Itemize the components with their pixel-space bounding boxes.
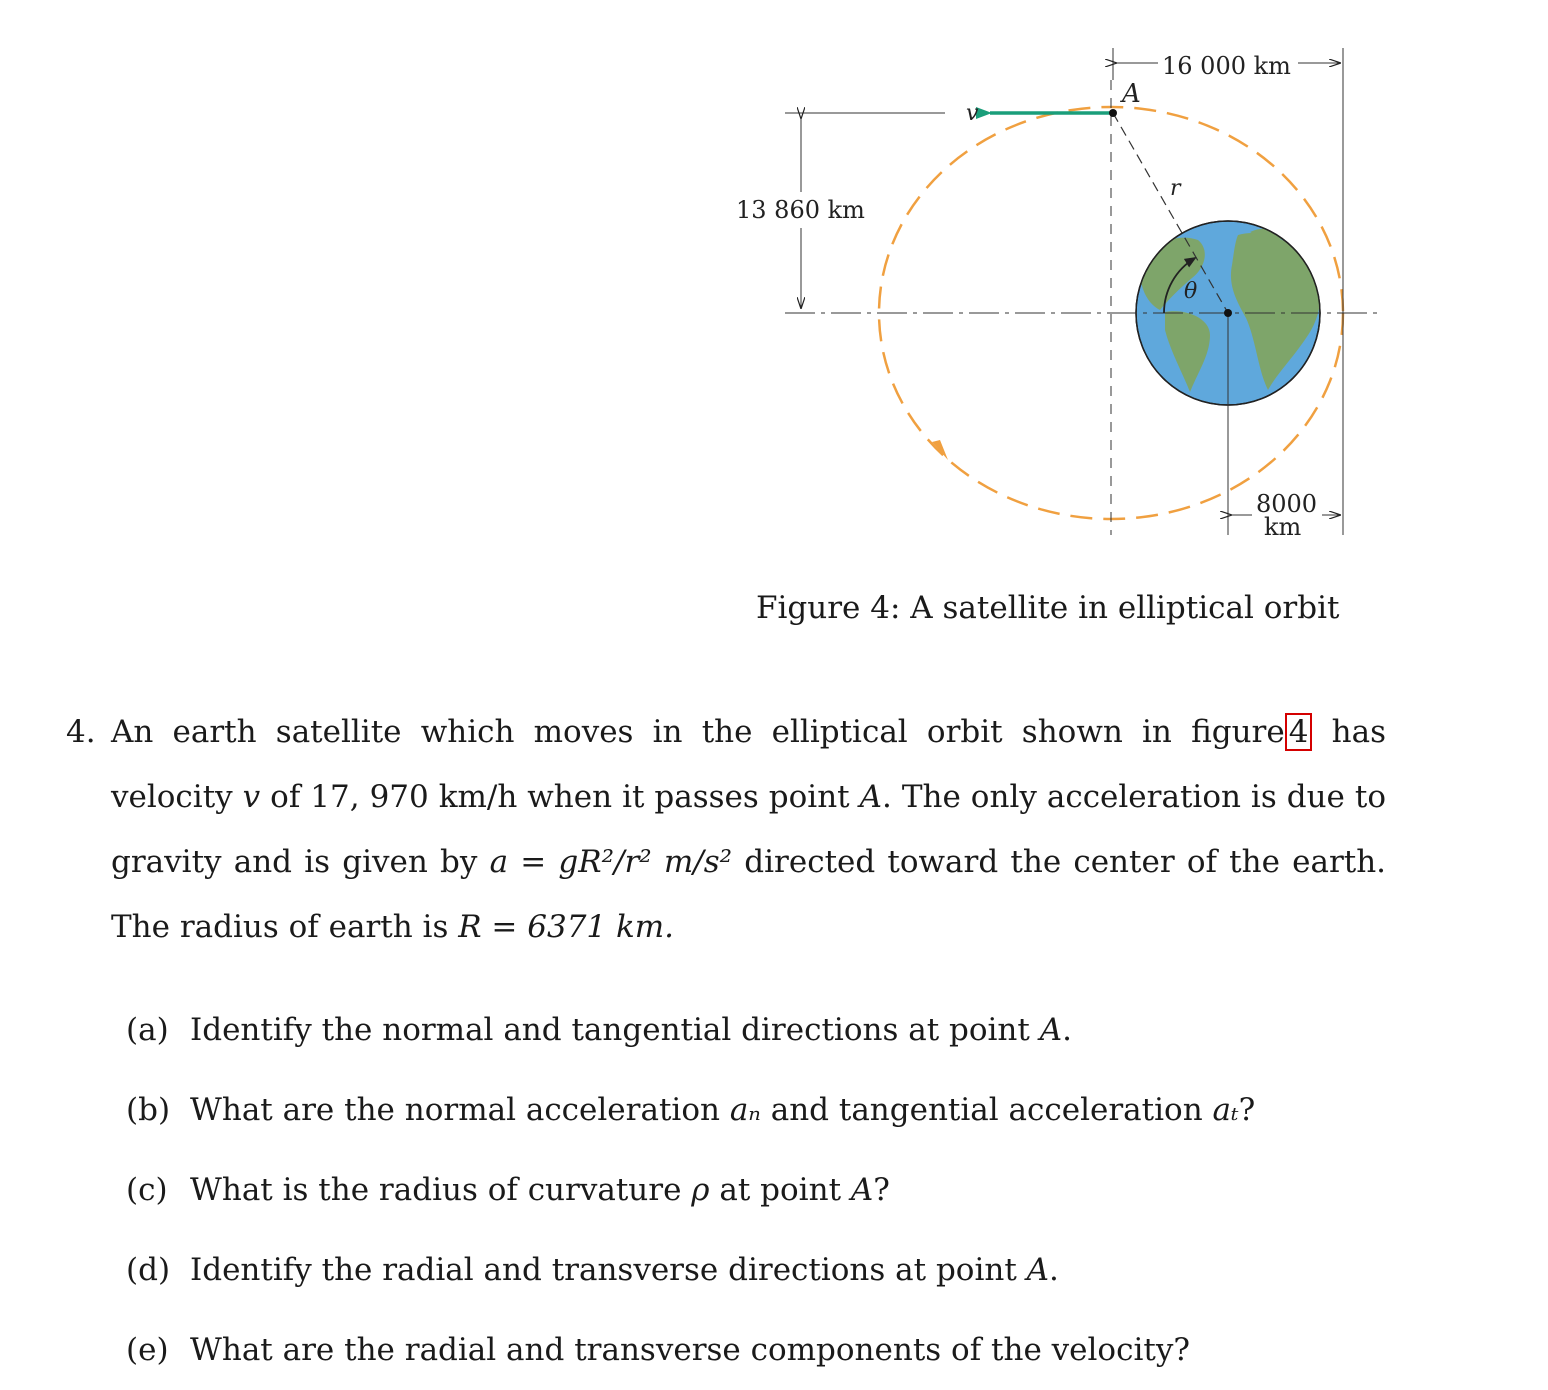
part-mid: and tangential acceleration <box>760 1092 1213 1128</box>
part-end: ? <box>873 1172 890 1208</box>
point-a-label: A <box>1122 79 1141 109</box>
part-label: (c) <box>126 1172 168 1208</box>
theta-label: θ <box>1184 279 1198 304</box>
acceleration-formula: a = gR²/r² m/s² <box>489 844 733 880</box>
part-text: Identify the radial and transverse directions at point <box>190 1252 1027 1288</box>
orbit-figure <box>0 0 1548 580</box>
radius-expression: R = 6371 km. <box>458 909 675 945</box>
velocity-symbol: v <box>242 779 261 815</box>
problem-text-3: of 17, 970 km/h when it passes point <box>270 779 850 815</box>
bottom-dimension-unit: km <box>1264 513 1302 541</box>
part-var: aₙ <box>729 1092 761 1128</box>
radius-label: r <box>1170 176 1181 201</box>
problem-number: 4. <box>66 714 96 750</box>
problem-text-5: directed toward the center of the earth. The radius of earth is <box>111 844 1387 945</box>
point-a-symbol: A <box>859 779 883 815</box>
part-label: (a) <box>126 1012 169 1048</box>
part-mid: at point <box>709 1172 851 1208</box>
part-e <box>126 1310 1255 1390</box>
left-dimension-label: 13 860 km <box>736 196 865 224</box>
part-var-2: A <box>850 1172 874 1208</box>
part-label: (e) <box>126 1332 169 1368</box>
part-text: What are the radial and transverse components of the velocity? <box>190 1332 1190 1368</box>
part-var: A <box>1026 1252 1050 1288</box>
part-end: . <box>1062 1012 1072 1048</box>
part-end: ? <box>1238 1092 1256 1128</box>
problem-text-2: has velocity <box>111 714 1386 815</box>
problem-text-4: . The only acceleration is due to gravity and is given by <box>111 779 1386 880</box>
part-var: A <box>1039 1012 1063 1048</box>
part-label: (b) <box>126 1092 171 1128</box>
bottom-dimension-value: 8000 <box>1256 490 1318 518</box>
figure-caption: Figure 4: A satellite in elliptical orbit <box>756 590 1340 626</box>
part-var-2: aₜ <box>1212 1092 1239 1128</box>
part-c <box>126 1150 1255 1230</box>
part-d <box>126 1230 1255 1310</box>
velocity-label: v <box>966 101 979 126</box>
part-label: (d) <box>126 1252 171 1288</box>
part-text: Identify the normal and tangential directions at point <box>190 1012 1040 1048</box>
part-var: ρ <box>691 1172 710 1208</box>
problem-body <box>111 700 1386 960</box>
part-a <box>126 990 1255 1070</box>
problem-statement <box>66 700 1386 960</box>
problem-text-1: An earth satellite which moves in the elliptical orbit shown in figure <box>111 714 1285 750</box>
part-end: . <box>1049 1252 1059 1288</box>
orbit-direction-arrow <box>932 440 948 460</box>
part-text: What are the normal acceleration <box>190 1092 730 1128</box>
part-b <box>126 1070 1255 1150</box>
top-dimension-label: 16 000 km <box>1162 52 1291 80</box>
earth-center-dot <box>1224 309 1232 317</box>
question-parts <box>126 990 1255 1390</box>
part-text: What is the radius of curvature <box>190 1172 692 1208</box>
point-a-dot <box>1109 109 1117 117</box>
figure-reference-link[interactable]: 4 <box>1285 713 1313 751</box>
